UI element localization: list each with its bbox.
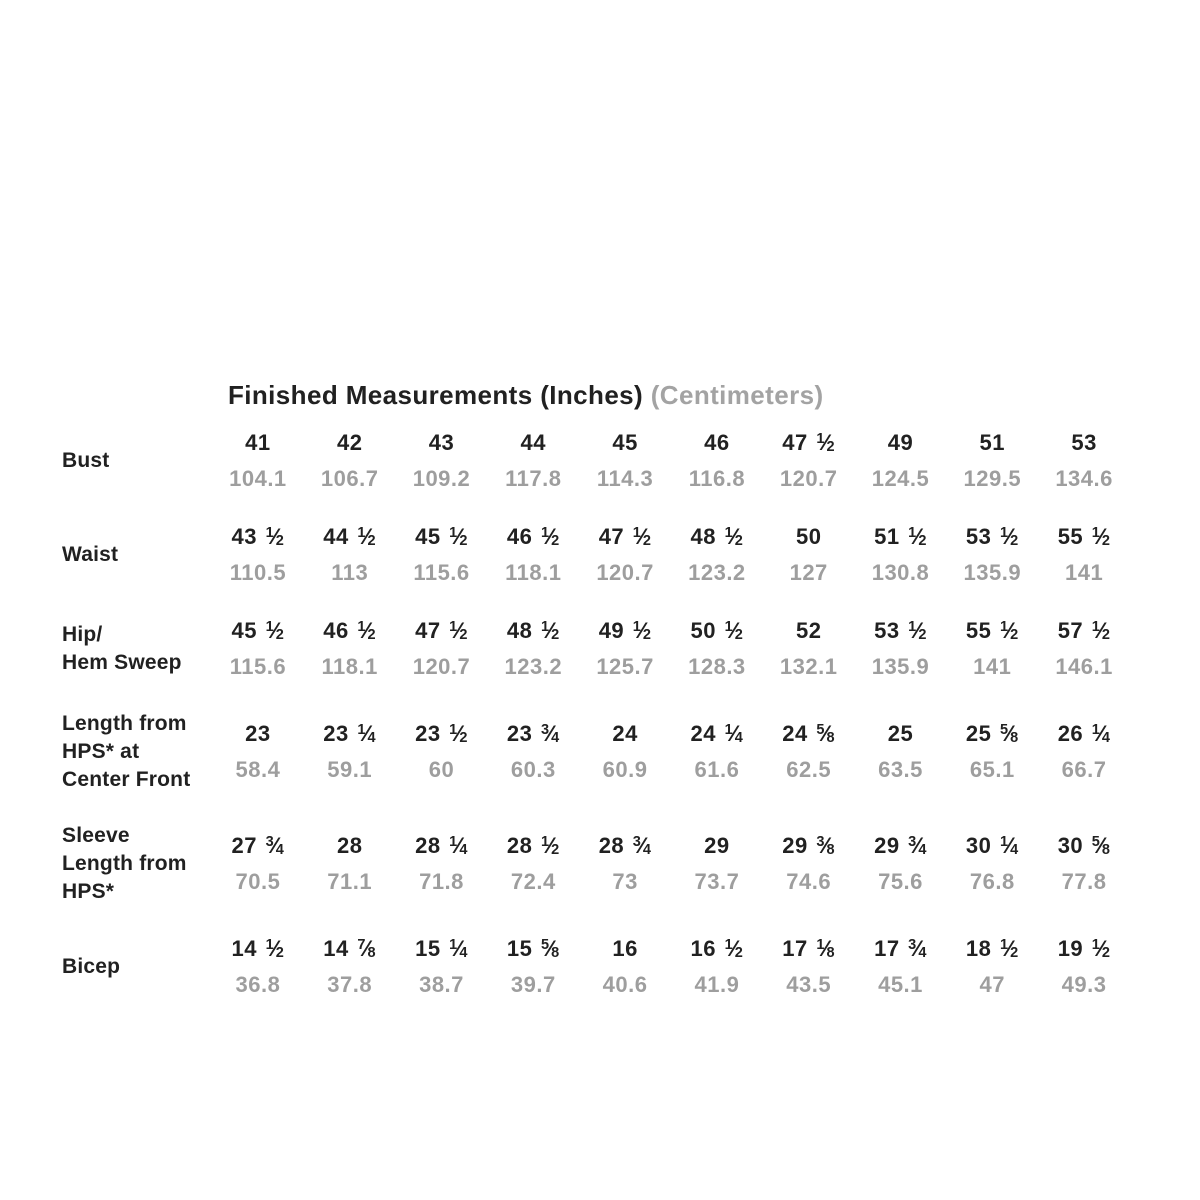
value-cell — [671, 428, 763, 494]
value-cell — [487, 428, 579, 494]
inches-value: 43 — [428, 430, 455, 455]
cm-value: 123.2 — [504, 654, 563, 679]
fraction: $^1⁄_2$ — [632, 618, 652, 643]
cm-value: 127 — [789, 560, 828, 585]
table-row — [62, 522, 1130, 588]
cm-value: 75.6 — [878, 869, 923, 894]
fraction: $^1⁄_2$ — [540, 524, 560, 549]
cm-value: 41.9 — [694, 972, 740, 997]
inches-value: 45 — [612, 430, 638, 455]
cm-value: 120.7 — [779, 466, 838, 491]
value-cell — [763, 719, 855, 785]
inches-value: 23 $^1⁄_2$ — [415, 721, 468, 746]
inches-value: 51 — [979, 430, 1006, 455]
value-cell — [212, 522, 304, 588]
cm-value: 49.3 — [1061, 972, 1107, 997]
fraction: $^1⁄_2$ — [540, 833, 560, 858]
inches-value: 46 $^1⁄_2$ — [506, 524, 560, 549]
value-cell — [1038, 934, 1130, 1000]
cm-value: 71.8 — [419, 869, 464, 894]
value-cell — [212, 934, 304, 1000]
inches-value: 30 $^5⁄_8$ — [1057, 833, 1111, 858]
cm-value: 65.1 — [969, 757, 1015, 782]
value-cell — [579, 428, 671, 494]
inches-value: 17 $^1⁄_8$ — [782, 936, 836, 961]
value-cell — [946, 934, 1038, 1000]
value-cell — [396, 616, 488, 682]
cm-value: 39.7 — [510, 972, 556, 997]
cm-value: 118.1 — [505, 560, 562, 585]
page-title — [228, 380, 824, 411]
cm-value: 146.1 — [1055, 654, 1113, 679]
value-cell — [671, 719, 763, 785]
cm-value: 141 — [973, 654, 1012, 679]
value-cell — [487, 616, 579, 682]
fraction: $^1⁄_2$ — [999, 524, 1019, 549]
value-cell — [763, 428, 855, 494]
cm-value: 74.6 — [786, 869, 832, 894]
cm-value: 117.8 — [505, 466, 562, 491]
title-centimeters-part: (Centimeters) — [650, 380, 824, 410]
inches-value: 24 $^5⁄_8$ — [782, 721, 836, 746]
inches-value: 55 $^1⁄_2$ — [965, 618, 1019, 643]
value-cell — [855, 616, 947, 682]
cm-value: 59.1 — [327, 757, 373, 782]
fraction: $^1⁄_2$ — [908, 618, 927, 643]
inches-value: 49 — [887, 430, 914, 455]
cm-value: 73 — [612, 869, 638, 894]
value-cell — [579, 934, 671, 1000]
inches-value: 49 $^1⁄_2$ — [598, 618, 652, 643]
value-cell — [855, 428, 947, 494]
value-cell — [212, 719, 304, 785]
fraction: $^1⁄_2$ — [265, 524, 285, 549]
value-cell — [763, 831, 855, 897]
value-cell — [304, 428, 396, 494]
cm-value: 45.1 — [878, 972, 923, 997]
inches-value: 14 $^1⁄_2$ — [231, 936, 285, 961]
fraction: $^1⁄_2$ — [449, 524, 468, 549]
value-cell — [212, 616, 304, 682]
inches-value: 15 $^1⁄_4$ — [415, 936, 468, 961]
inches-value: 28 $^1⁄_4$ — [415, 833, 468, 858]
fraction: $^3⁄_4$ — [632, 833, 652, 858]
table-row — [62, 616, 1130, 682]
fraction: $^1⁄_4$ — [449, 936, 468, 961]
cm-value: 60 — [428, 757, 455, 782]
row-label: Waist — [62, 543, 119, 566]
inches-value: 28 — [336, 833, 363, 858]
table-row — [62, 428, 1130, 494]
value-cell — [304, 719, 396, 785]
fraction: $^5⁄_8$ — [999, 721, 1019, 746]
value-cell — [671, 522, 763, 588]
value-cell — [763, 522, 855, 588]
inches-value: 18 $^1⁄_2$ — [965, 936, 1019, 961]
fraction: $^1⁄_4$ — [449, 833, 468, 858]
inches-value: 53 $^1⁄_2$ — [965, 524, 1019, 549]
inches-value: 51 $^1⁄_2$ — [874, 524, 927, 549]
value-cell — [396, 719, 488, 785]
fraction: $^1⁄_4$ — [1091, 721, 1111, 746]
cm-value: 70.5 — [235, 869, 281, 894]
fraction: $^3⁄_4$ — [908, 833, 927, 858]
value-cell — [946, 616, 1038, 682]
inches-value: 24 — [612, 721, 638, 746]
row-values — [212, 719, 1130, 785]
inches-value: 29 $^3⁄_4$ — [874, 833, 927, 858]
inches-value: 52 — [795, 618, 822, 643]
value-cell — [1038, 428, 1130, 494]
inches-value: 19 $^1⁄_2$ — [1057, 936, 1111, 961]
inches-value: 25 $^5⁄_8$ — [965, 721, 1019, 746]
fraction: $^1⁄_2$ — [724, 618, 744, 643]
fraction: $^1⁄_2$ — [265, 936, 285, 961]
cm-value: 115.6 — [413, 560, 470, 585]
inches-value: 47 $^1⁄_2$ — [415, 618, 468, 643]
value-cell — [579, 719, 671, 785]
cm-value: 62.5 — [786, 757, 832, 782]
value-cell — [304, 934, 396, 1000]
value-cell — [579, 522, 671, 588]
fraction: $^1⁄_2$ — [265, 618, 285, 643]
inches-value: 46 $^1⁄_2$ — [323, 618, 377, 643]
value-cell — [487, 719, 579, 785]
cm-value: 37.8 — [327, 972, 373, 997]
fraction: $^1⁄_2$ — [724, 936, 744, 961]
fraction: $^1⁄_2$ — [449, 721, 468, 746]
inches-value: 23 — [245, 721, 271, 746]
fraction: $^3⁄_4$ — [908, 936, 927, 961]
fraction: $^1⁄_2$ — [999, 936, 1019, 961]
fraction: $^5⁄_8$ — [1091, 833, 1111, 858]
fraction: $^1⁄_4$ — [357, 721, 377, 746]
cm-value: 120.7 — [596, 560, 654, 585]
value-cell — [1038, 719, 1130, 785]
fraction: $^1⁄_2$ — [1091, 618, 1111, 643]
row-values — [212, 522, 1130, 588]
value-cell — [671, 831, 763, 897]
fraction: $^3⁄_4$ — [265, 833, 285, 858]
inches-value: 15 $^5⁄_8$ — [506, 936, 560, 961]
fraction: $^1⁄_2$ — [632, 524, 652, 549]
cm-value: 63.5 — [878, 757, 923, 782]
cm-value: 76.8 — [969, 869, 1015, 894]
inches-value: 53 — [1071, 430, 1097, 455]
value-cell — [304, 522, 396, 588]
value-cell — [855, 719, 947, 785]
inches-value: 53 $^1⁄_2$ — [874, 618, 927, 643]
inches-value: 23 $^3⁄_4$ — [506, 721, 560, 746]
cm-value: 36.8 — [235, 972, 281, 997]
value-cell — [487, 934, 579, 1000]
cm-value: 60.9 — [602, 757, 648, 782]
inches-value: 27 $^3⁄_4$ — [231, 833, 285, 858]
inches-value: 14 $^7⁄_8$ — [323, 936, 377, 961]
inches-value: 57 $^1⁄_2$ — [1057, 618, 1111, 643]
cm-value: 106.7 — [320, 466, 379, 491]
value-cell — [763, 616, 855, 682]
fraction: $^1⁄_2$ — [724, 524, 744, 549]
cm-value: 66.7 — [1061, 757, 1107, 782]
cm-value: 134.6 — [1055, 466, 1113, 491]
fraction: $^1⁄_2$ — [357, 618, 377, 643]
value-cell — [396, 522, 488, 588]
cm-value: 123.2 — [688, 560, 746, 585]
fraction: $^1⁄_4$ — [999, 833, 1019, 858]
inches-value: 45 $^1⁄_2$ — [231, 618, 285, 643]
value-cell — [1038, 522, 1130, 588]
cm-value: 125.7 — [596, 654, 654, 679]
value-cell — [304, 831, 396, 897]
cm-value: 43.5 — [786, 972, 832, 997]
inches-value: 41 — [245, 430, 271, 455]
inches-value: 48 $^1⁄_2$ — [506, 618, 560, 643]
fraction: $^1⁄_2$ — [540, 618, 560, 643]
inches-value: 45 $^1⁄_2$ — [415, 524, 468, 549]
value-cell — [304, 616, 396, 682]
value-cell — [212, 831, 304, 897]
value-cell — [579, 831, 671, 897]
cm-value: 114.3 — [596, 466, 654, 491]
value-cell — [396, 831, 488, 897]
cm-value: 110.5 — [229, 560, 287, 585]
cm-value: 47 — [979, 972, 1006, 997]
row-label: Sleeve Length from HPS* — [62, 824, 187, 903]
title-inches-part: Finished Measurements (Inches) — [228, 380, 644, 410]
value-cell — [946, 522, 1038, 588]
value-cell — [1038, 831, 1130, 897]
inches-value: 44 — [520, 430, 547, 455]
cm-value: 58.4 — [235, 757, 281, 782]
fraction: $^1⁄_8$ — [816, 936, 836, 961]
inches-value: 50 — [795, 524, 822, 549]
fraction: $^5⁄_8$ — [816, 721, 836, 746]
fraction: $^1⁄_2$ — [999, 618, 1019, 643]
row-label: Hip/ Hem Sweep — [62, 623, 182, 674]
inches-value: 29 $^3⁄_8$ — [782, 833, 836, 858]
inches-value: 44 $^1⁄_2$ — [323, 524, 377, 549]
fraction: $^1⁄_2$ — [449, 618, 468, 643]
value-cell — [855, 934, 947, 1000]
value-cell — [396, 934, 488, 1000]
cm-value: 130.8 — [871, 560, 930, 585]
cm-value: 104.1 — [229, 466, 287, 491]
value-cell — [671, 934, 763, 1000]
inches-value: 46 — [704, 430, 730, 455]
cm-value: 120.7 — [412, 654, 471, 679]
inches-value: 30 $^1⁄_4$ — [965, 833, 1019, 858]
cm-value: 77.8 — [1061, 869, 1107, 894]
inches-value: 55 $^1⁄_2$ — [1057, 524, 1111, 549]
row-label: Bicep — [62, 955, 121, 978]
inches-value: 28 $^3⁄_4$ — [598, 833, 652, 858]
row-values — [212, 831, 1130, 897]
inches-value: 48 $^1⁄_2$ — [690, 524, 744, 549]
fraction: $^1⁄_2$ — [357, 524, 377, 549]
cm-value: 73.7 — [694, 869, 740, 894]
row-values — [212, 934, 1130, 1000]
value-cell — [396, 428, 488, 494]
cm-value: 129.5 — [963, 466, 1022, 491]
row-label: Length from HPS* at Center Front — [62, 712, 191, 791]
cm-value: 60.3 — [510, 757, 556, 782]
fraction: $^5⁄_8$ — [540, 936, 560, 961]
inches-value: 26 $^1⁄_4$ — [1057, 721, 1111, 746]
row-values — [212, 428, 1130, 494]
cm-value: 128.3 — [688, 654, 746, 679]
cm-value: 38.7 — [419, 972, 464, 997]
cm-value: 71.1 — [327, 869, 373, 894]
cm-value: 132.1 — [779, 654, 838, 679]
cm-value: 113 — [331, 560, 369, 585]
cm-value: 135.9 — [963, 560, 1022, 585]
fraction: $^3⁄_4$ — [540, 721, 560, 746]
inches-value: 16 — [612, 936, 638, 961]
inches-value: 16 $^1⁄_2$ — [690, 936, 744, 961]
table-row — [62, 934, 1130, 1000]
value-cell — [487, 522, 579, 588]
value-cell — [671, 616, 763, 682]
inches-value: 43 $^1⁄_2$ — [231, 524, 285, 549]
value-cell — [763, 934, 855, 1000]
value-cell — [946, 719, 1038, 785]
inches-value: 25 — [887, 721, 914, 746]
cm-value: 72.4 — [510, 869, 556, 894]
value-cell — [487, 831, 579, 897]
fraction: $^1⁄_2$ — [816, 430, 836, 455]
cm-value: 40.6 — [602, 972, 648, 997]
cm-value: 124.5 — [871, 466, 930, 491]
fraction: $^1⁄_2$ — [1091, 936, 1111, 961]
inches-value: 23 $^1⁄_4$ — [323, 721, 377, 746]
value-cell — [855, 831, 947, 897]
inches-value: 47 $^1⁄_2$ — [598, 524, 652, 549]
cm-value: 61.6 — [694, 757, 740, 782]
value-cell — [855, 522, 947, 588]
value-cell — [946, 831, 1038, 897]
table-row — [62, 710, 1130, 794]
inches-value: 50 $^1⁄_2$ — [690, 618, 744, 643]
value-cell — [212, 428, 304, 494]
value-cell — [579, 616, 671, 682]
row-values — [212, 616, 1130, 682]
cm-value: 115.6 — [229, 654, 287, 679]
fraction: $^3⁄_8$ — [816, 833, 836, 858]
inches-value: 47 $^1⁄_2$ — [782, 430, 836, 455]
cm-value: 118.1 — [321, 654, 378, 679]
measurement-table — [62, 428, 1130, 1028]
inches-value: 28 $^1⁄_2$ — [506, 833, 560, 858]
cm-value: 135.9 — [871, 654, 930, 679]
inches-value: 24 $^1⁄_4$ — [690, 721, 744, 746]
value-cell — [946, 428, 1038, 494]
inches-value: 17 $^3⁄_4$ — [874, 936, 927, 961]
inches-value: 29 — [704, 833, 730, 858]
row-label: Bust — [62, 449, 110, 472]
fraction: $^1⁄_4$ — [724, 721, 744, 746]
table-row — [62, 822, 1130, 906]
fraction: $^1⁄_2$ — [1091, 524, 1111, 549]
cm-value: 116.8 — [688, 466, 746, 491]
fraction: $^7⁄_8$ — [357, 936, 377, 961]
inches-value: 42 — [336, 430, 363, 455]
fraction: $^1⁄_2$ — [908, 524, 927, 549]
cm-value: 141 — [1064, 560, 1104, 585]
value-cell — [1038, 616, 1130, 682]
cm-value: 109.2 — [412, 466, 471, 491]
